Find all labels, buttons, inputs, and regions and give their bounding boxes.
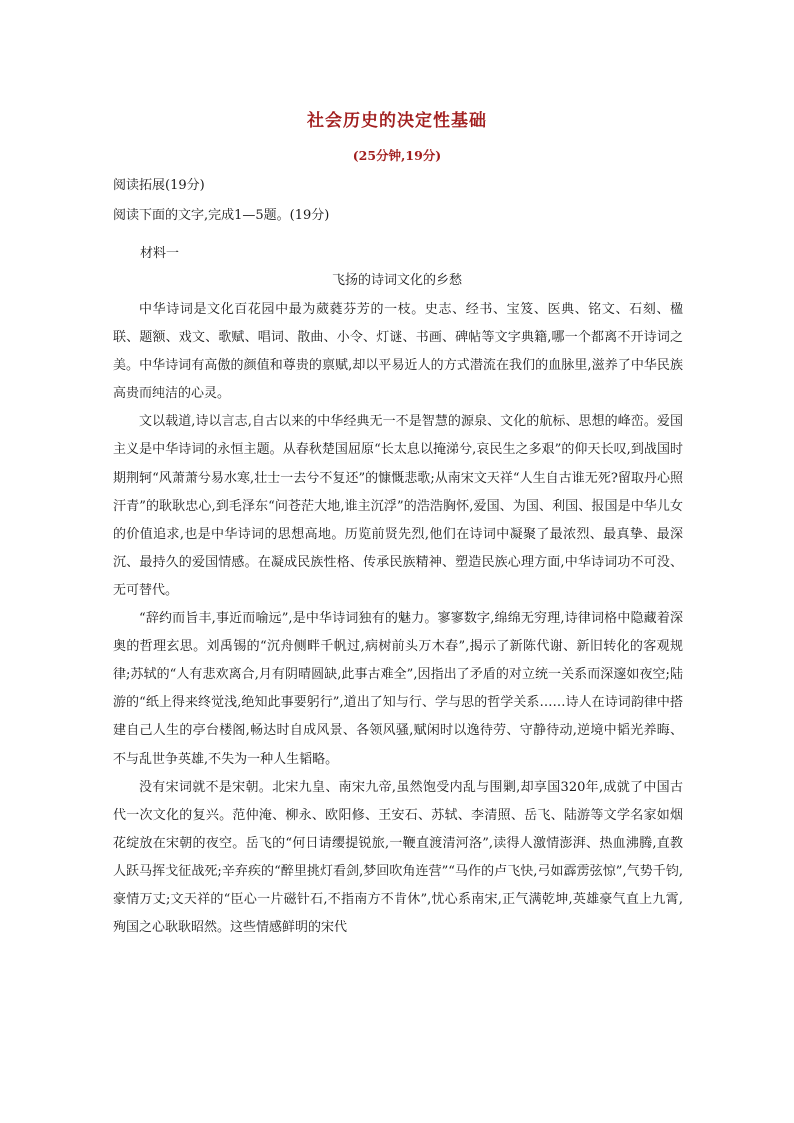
material-label: 材料一 [140,246,180,261]
article-paragraph: 文以载道,诗以言志,自古以来的中华经典无一不是智慧的源泉、文化的航标、思想的峰峦。爱国主义是中华诗词的永恒主题。从春秋楚国屈原“长太息以掩涕兮,哀民生之多艰”的仰天长叹,到战国时期荆轲“风萧萧兮易水寒,壮士一去兮不复还”的慷慨悲歌;从南宋文天祥“人生自古谁无死?留取丹心照汗青”的耿耿忠心,到毛泽东“问苍茫大地,谁主沉浮”的浩浩胸怀,爱国、为国、利国、报国是中华儿女的价值追求,也是中华诗词的思想高地。历览前贤先烈,他们在诗词中凝聚了最浓烈、最真挚、最深沉、最持久的爱国情感。在凝成民族性格、传承民族精神、塑造民族心理方面,中华诗词功不可没、无可替代。 [113,414,683,598]
section-instruction: 阅读下面的文字,完成1—5题。(19分) [113,208,330,223]
article-paragraph: “辞约而旨丰,事近而喻远”,是中华诗词独有的魅力。寥寥数字,绵绵无穷理,诗律词格中隐藏着深奥的哲理玄思。刘禹锡的“沉舟侧畔千帆过,病树前头万木春”,揭示了新陈代谢、新旧转化的客观规律;苏轼的“人有悲欢离合,月有阴晴圆缺,此事古难全”,因指出了矛盾的对立统一关系而深邃如夜空;陆游的“纸上得来终觉浅,绝知此事要躬行”,道出了知与行、学与思的哲学关系……诗人在诗词韵律中搭建自己人生的亭台楼阁,畅达时自成风景、各领风骚,赋闲时以逸待劳、守静待动,逆境中韬光养晦、不与乱世争英雄,不失为一种人生韬略。 [113,611,683,767]
article-paragraph: 中华诗词是文化百花园中最为葳蕤芬芳的一枝。史志、经书、宝笈、医典、铭文、石刻、楹联、题额、戏文、歌赋、唱词、散曲、小令、灯谜、书画、碑帖等文字典籍,哪一个都离不开诗词之美。中华诗词有高傲的颜值和尊贵的禀赋,却以平易近人的方式潜流在我们的血脉里,滋养了中华民族高贵而纯洁的心灵。 [113,302,683,402]
article-paragraph: 没有宋词就不是宋朝。北宋九皇、南宋九帝,虽然饱受内乱与围剿,却享国320年,成就了中国古代一次文化的复兴。范仲淹、柳永、欧阳修、王安石、苏轼、李清照、岳飞、陆游等文学名家如烟花绽放在宋朝的夜空。岳飞的“何日请缨提锐旅,一鞭直渡清河洛”,读得人激情澎湃、热血沸腾,直教人跃马挥戈征战死;辛弃疾的“醉里挑灯看剑,梦回吹角连营”“马作的卢飞快,弓如霹雳弦惊”,气势千钧,豪情万丈;文天祥的“臣心一片磁针石,不指南方不肯休”,忧心系南宋,正气满乾坤,英雄豪气直上九霄,殉国之心耿耿昭然。这些情感鲜明的宋代 [113,779,683,936]
article-body [113,296,683,942]
section-heading: 阅读拓展(19分) [113,178,205,193]
page-title: 社会历史的决定性基础 [307,111,487,131]
article-title: 飞扬的诗词文化的乡愁 [331,273,462,288]
page-subtitle: (25分钟,19分) [352,148,442,163]
